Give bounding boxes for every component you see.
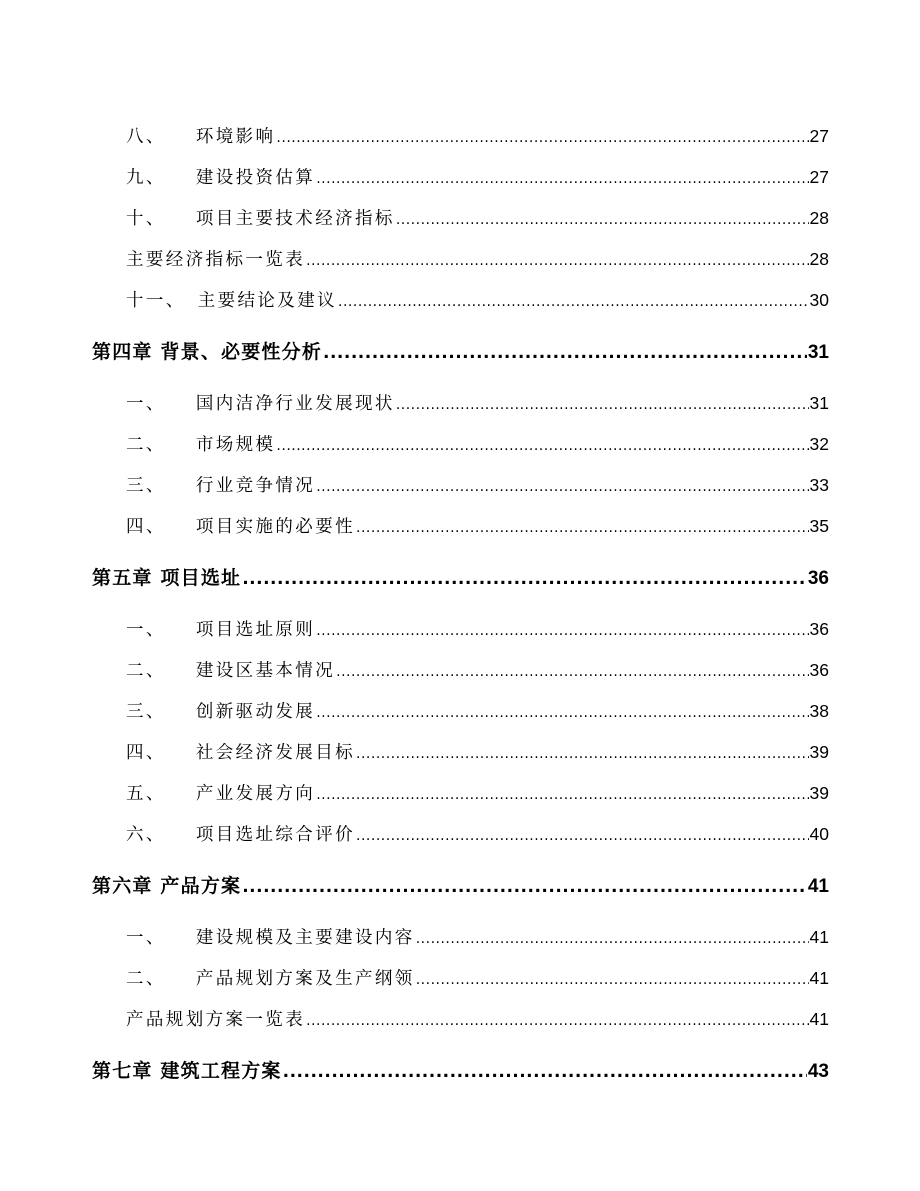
dot-leader (316, 784, 808, 804)
toc-entry-title: 项目实施的必要性 (195, 517, 356, 537)
toc-entry-page: 40 (809, 824, 829, 844)
toc-chapter-title: 第六章 产品方案 (92, 875, 242, 897)
toc-entry-title: 环境影响 (195, 127, 276, 147)
toc-entry-title: 创新驱动发展 (195, 702, 316, 722)
toc-entry-number: 三、 (126, 702, 166, 722)
toc-entry-title: 主要结论及建议 (197, 291, 338, 311)
dot-leader (323, 341, 807, 363)
toc-entry[interactable] (126, 205, 829, 230)
toc-entry-number: 十一、 (126, 291, 186, 311)
toc-chapter-title: 第七章 建筑工程方案 (92, 1060, 282, 1082)
dot-leader (283, 1060, 807, 1082)
toc-entry[interactable] (126, 390, 829, 415)
toc-entry-number: 八、 (126, 127, 166, 147)
toc-entry-number: 一、 (126, 928, 166, 948)
dot-leader (316, 168, 808, 188)
toc-entry-page: 41 (809, 968, 829, 988)
dot-leader (416, 928, 809, 948)
dot-leader (276, 435, 808, 455)
toc-entry[interactable] (126, 739, 829, 764)
toc-entry-page: 41 (809, 927, 829, 947)
toc-entry-page: 38 (809, 701, 829, 721)
toc-entry-title: 项目主要技术经济指标 (195, 209, 395, 229)
toc-entry-table[interactable] (126, 246, 829, 271)
toc-entry-title: 社会经济发展目标 (195, 743, 356, 763)
dot-leader (338, 291, 809, 311)
toc-entry-number: 十、 (126, 209, 166, 229)
toc-entry-page: 39 (809, 783, 829, 803)
toc-entry-table[interactable] (126, 1006, 829, 1031)
toc-entry[interactable] (126, 616, 829, 641)
toc-entry-page: 31 (809, 393, 829, 413)
toc-entry-page: 28 (809, 208, 829, 228)
toc-chapter[interactable] (92, 871, 829, 898)
toc-entry-title: 行业竞争情况 (195, 476, 316, 496)
toc-entry-page: 30 (809, 290, 829, 310)
toc-entry[interactable] (126, 472, 829, 497)
toc-entry-page: 27 (809, 167, 829, 187)
toc-entry-title: 产业发展方向 (195, 784, 316, 804)
toc-entry-page: 33 (809, 475, 829, 495)
toc-entry-number: 九、 (126, 168, 166, 188)
toc-entry-title: 产品规划方案一览表 (126, 1010, 306, 1030)
toc-chapter-title: 第四章 背景、必要性分析 (92, 341, 323, 363)
toc-entry[interactable] (126, 780, 829, 805)
dot-leader (356, 517, 809, 537)
dot-leader (416, 969, 809, 989)
toc-chapter-page: 31 (807, 342, 829, 363)
toc-entry[interactable] (126, 431, 829, 456)
toc-entry-number: 四、 (126, 743, 166, 763)
toc-chapter-page: 41 (807, 876, 829, 897)
dot-leader (242, 875, 807, 897)
toc-entry-number: 二、 (126, 435, 166, 455)
toc-entry-number: 二、 (126, 661, 166, 681)
toc-entry-title: 项目选址原则 (195, 620, 316, 640)
toc-entry[interactable] (126, 123, 829, 148)
toc-entry-number: 三、 (126, 476, 166, 496)
toc-entry-title: 市场规模 (195, 435, 276, 455)
toc-entry-number: 一、 (126, 620, 166, 640)
toc-entry[interactable] (126, 287, 829, 312)
toc-entry[interactable] (126, 513, 829, 538)
toc-entry-title: 项目选址综合评价 (195, 825, 356, 845)
toc-entry-page: 28 (809, 249, 829, 269)
dot-leader (336, 661, 808, 681)
toc-entry[interactable] (126, 657, 829, 682)
toc-entry[interactable] (126, 965, 829, 990)
toc-entry[interactable] (126, 164, 829, 189)
dot-leader (316, 702, 808, 722)
toc-chapter-page: 43 (807, 1061, 829, 1082)
toc-entry-page: 32 (809, 434, 829, 454)
dot-leader (276, 127, 808, 147)
toc-entry-title: 国内洁净行业发展现状 (195, 394, 395, 414)
dot-leader (356, 825, 809, 845)
dot-leader (242, 567, 807, 589)
toc-entry-page: 35 (809, 516, 829, 536)
toc-entry[interactable] (126, 821, 829, 846)
dot-leader (356, 743, 809, 763)
dot-leader (396, 209, 809, 229)
toc-entry-title: 主要经济指标一览表 (126, 250, 306, 270)
toc-entry-number: 六、 (126, 825, 166, 845)
toc-entry-page: 27 (809, 126, 829, 146)
toc-entry-page: 39 (809, 742, 829, 762)
toc-entry-number: 二、 (126, 969, 166, 989)
toc-entry-number: 五、 (126, 784, 166, 804)
toc-entry-number: 四、 (126, 517, 166, 537)
toc-entry-title: 建设区基本情况 (195, 661, 336, 681)
toc-chapter[interactable] (92, 337, 829, 364)
toc-entry-page: 36 (809, 619, 829, 639)
toc-entry-title: 产品规划方案及生产纲领 (195, 969, 415, 989)
dot-leader (306, 250, 808, 270)
dot-leader (316, 476, 808, 496)
toc-entry-page: 36 (809, 660, 829, 680)
dot-leader (316, 620, 808, 640)
dot-leader (396, 394, 809, 414)
toc-chapter-page: 36 (807, 568, 829, 589)
dot-leader (306, 1010, 808, 1030)
toc-chapter[interactable] (92, 1056, 829, 1083)
toc-entry[interactable] (126, 698, 829, 723)
toc-entry-title: 建设投资估算 (195, 168, 316, 188)
toc-entry-number: 一、 (126, 394, 166, 414)
toc-entry-title: 建设规模及主要建设内容 (195, 928, 415, 948)
toc-entry[interactable] (126, 924, 829, 949)
toc-chapter[interactable] (92, 563, 829, 590)
toc-chapter-title: 第五章 项目选址 (92, 567, 242, 589)
toc-entry-page: 41 (809, 1009, 829, 1029)
